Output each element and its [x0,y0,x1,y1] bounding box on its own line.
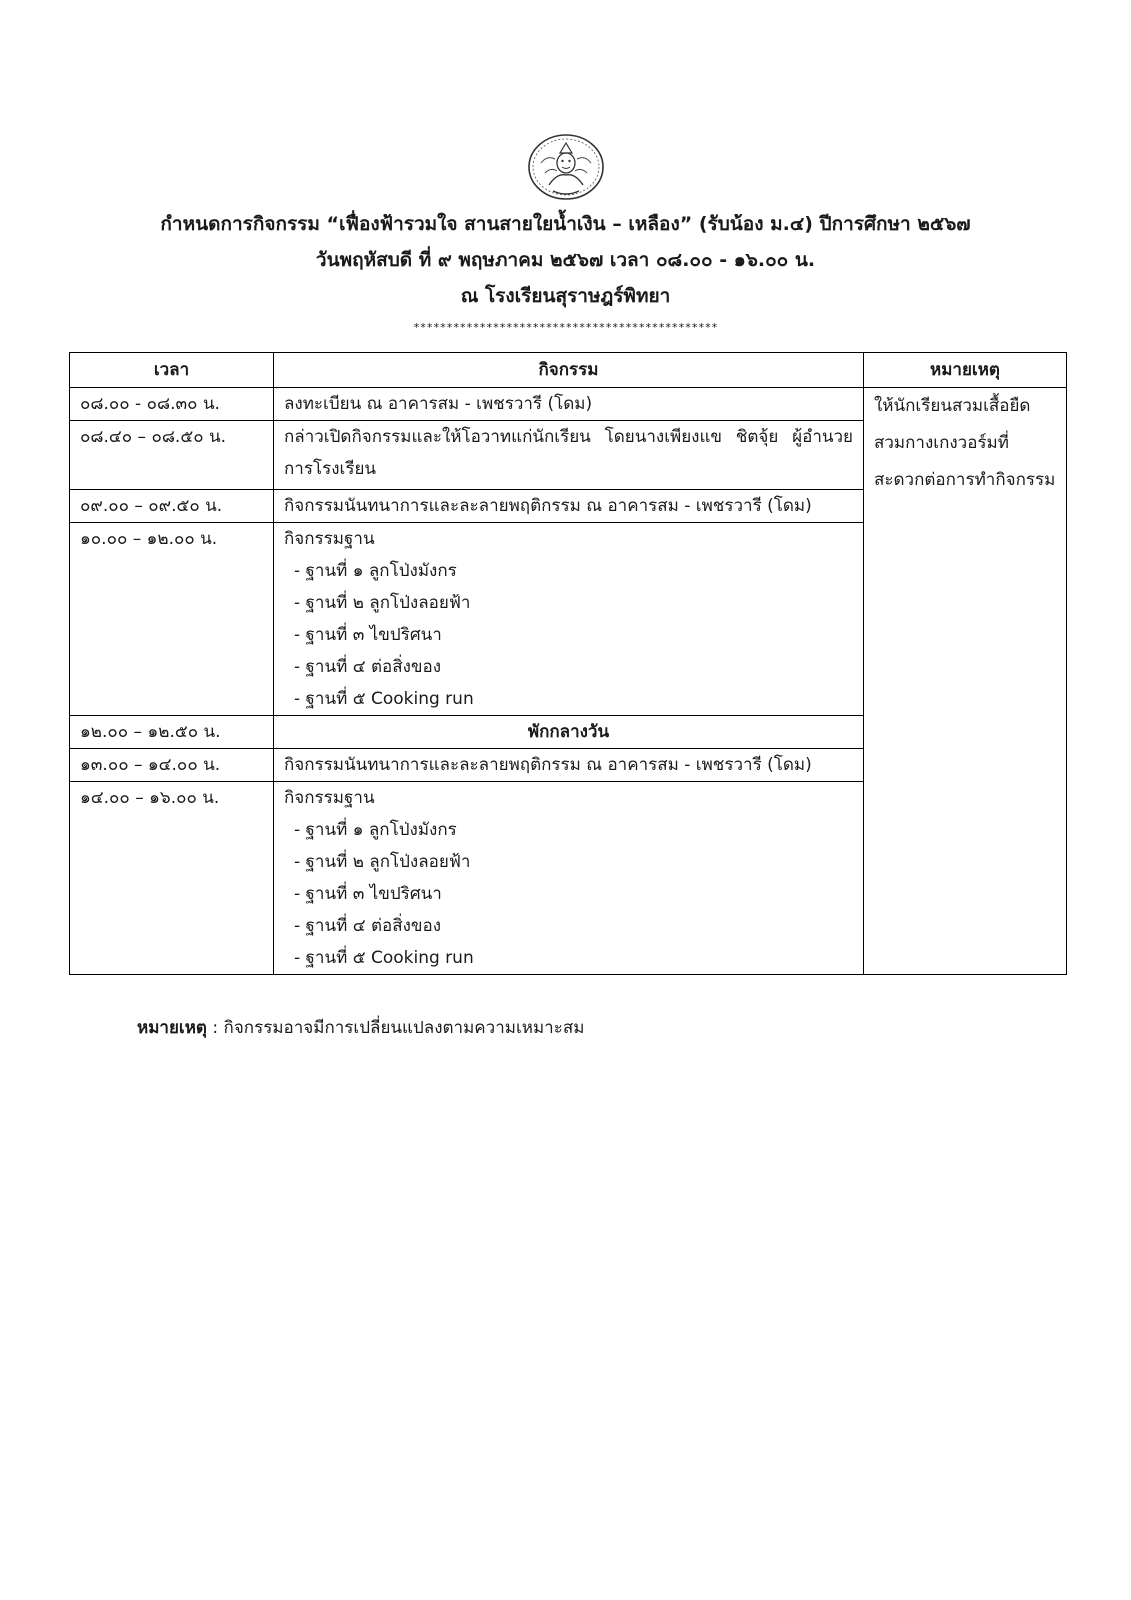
footnote [137,1014,584,1041]
activity-title: กิจกรรมฐาน [284,788,375,808]
station-item: - ฐานที่ ๑ ลูกโป่งมังกร [294,561,457,581]
table-row [70,388,1067,421]
separator-line: ********************************************** [413,321,718,334]
activity-cell: ลงทะเบียน ณ อาคารสม - เพชรวารี (โดม) [274,388,864,421]
station-item: - ฐานที่ ๒ ลูกโป่งลอยฟ้า [294,852,471,872]
activity-title: กิจกรรมฐาน [284,529,375,549]
activity-cell [274,523,864,716]
time-cell: ๑๔.๐๐ – ๑๖.๐๐ น. [70,782,274,975]
station-item: - ฐานที่ ๔ ต่อสิ่งของ [294,916,442,936]
activity-cell: กล่าวเปิดกิจกรรมและให้โอวาทแก่นักเรียน โดยนางเพียงแข ชิตจุ้ย ผู้อำนวยการโรงเรียน [274,421,864,490]
station-item: - ฐานที่ ๕ Cooking run [294,948,474,968]
table-header-row [70,353,1067,388]
activity-cell [274,782,864,975]
time-cell: ๐๘.๐๐ - ๐๘.๓๐ น. [70,388,274,421]
schedule-table [69,352,1067,975]
station-item: - ฐานที่ ๓ ไขปริศนา [294,625,442,645]
lunch-cell: พักกลางวัน [274,716,864,749]
header-activity: กิจกรรม [274,353,864,388]
footnote-label: หมายเหตุ [137,1018,207,1038]
station-item: - ฐานที่ ๕ Cooking run [294,689,474,709]
school-seal-icon [527,133,605,201]
activity-cell: กิจกรรมนันทนาการและละลายพฤติกรรม ณ อาคารสม - เพชรวารี (โดม) [274,749,864,782]
time-cell: ๐๙.๐๐ – ๐๙.๕๐ น. [70,490,274,523]
footnote-text: : กิจกรรมอาจมีการเปลี่ยนแปลงตามความเหมาะสม [206,1018,585,1038]
title-line-3: ณ โรงเรียนสุราษฎร์พิทยา [460,285,671,307]
activity-cell: กิจกรรมนันทนาการและละลายพฤติกรรม ณ อาคารสม - เพชรวารี (โดม) [274,490,864,523]
station-item: - ฐานที่ ๓ ไขปริศนา [294,884,442,904]
time-cell: ๑๒.๐๐ – ๑๒.๕๐ น. [70,716,274,749]
header-time: เวลา [70,353,274,388]
header-remark: หมายเหตุ [864,353,1067,388]
time-cell: ๐๘.๔๐ – ๐๘.๕๐ น. [70,421,274,490]
station-item: - ฐานที่ ๑ ลูกโป่งมังกร [294,820,457,840]
remark-cell: ให้นักเรียนสวมเสื้อยืดสวมกางเกงวอร์มที่สะดวกต่อการทำกิจกรรม [864,388,1067,975]
title-line-1: กำหนดการกิจกรรม “เฟื่องฟ้ารวมใจ สานสายใยน้ำเงิน – เหลือง” (รับน้อง ม.๔) ปีการศึกษา ๒๕๖๗ [160,213,971,235]
time-cell: ๑๐.๐๐ – ๑๒.๐๐ น. [70,523,274,716]
time-cell: ๑๓.๐๐ – ๑๔.๐๐ น. [70,749,274,782]
station-item: - ฐานที่ ๒ ลูกโป่งลอยฟ้า [294,593,471,613]
title-line-2: วันพฤหัสบดี ที่ ๙ พฤษภาคม ๒๕๖๗ เวลา ๐๘.๐๐ - ๑๖.๐๐ น. [315,249,816,271]
station-item: - ฐานที่ ๔ ต่อสิ่งของ [294,657,442,677]
